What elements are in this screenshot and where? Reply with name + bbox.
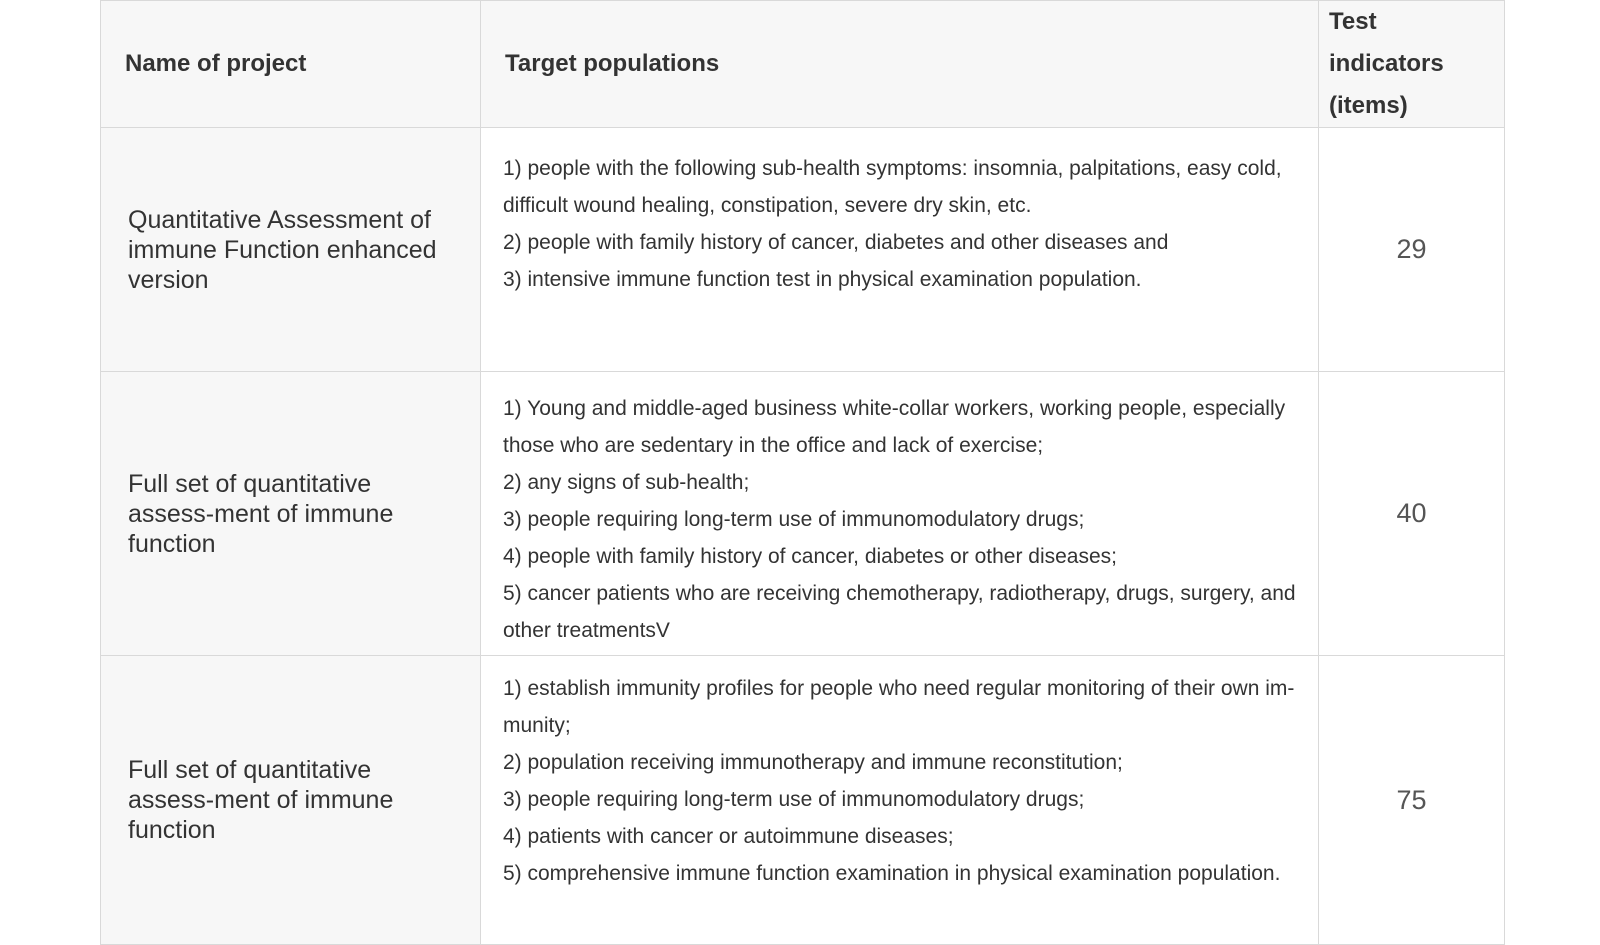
population-line: 2) any signs of sub-health;	[503, 471, 750, 494]
table-header-row	[101, 1, 1505, 128]
population-line: difficult wound healing, constipation, severe dry skin, etc.	[503, 194, 1032, 217]
population-line: 2) people with family history of cancer, diabetes and other diseases and	[503, 231, 1169, 254]
header-test-indicators-line2: (items)	[1329, 92, 1408, 119]
population-line: munity;	[503, 714, 571, 737]
population-line: other treatmentsV	[503, 619, 670, 642]
header-target-populations: Target populations	[481, 1, 1319, 128]
target-population-cell	[481, 656, 1319, 945]
population-line: 5) cancer patients who are receiving chemotherapy, radiotherapy, drugs, surgery, and	[503, 582, 1296, 605]
project-name-cell: Full set of quantitative assess-ment of immune function	[101, 656, 481, 945]
test-indicators-count: 29	[1319, 128, 1505, 372]
test-indicators-count: 40	[1319, 372, 1505, 656]
target-population-cell	[481, 128, 1319, 372]
population-line: 3) people requiring long-term use of immunomodulatory drugs;	[503, 508, 1085, 531]
header-name-of-project: Name of project	[101, 1, 481, 128]
target-population-cell	[481, 372, 1319, 656]
population-line: 1) establish immunity profiles for people who need regular monitoring of their own im-	[503, 677, 1295, 700]
table-row	[101, 372, 1505, 656]
population-line: 3) intensive immune function test in physical examination population.	[503, 268, 1142, 291]
project-table	[100, 0, 1505, 945]
table-row	[101, 128, 1505, 372]
population-line: 1) people with the following sub-health symptoms: insomnia, palpitations, easy cold,	[503, 157, 1282, 180]
population-line: 1) Young and middle-aged business white-collar workers, working people, especially	[503, 397, 1286, 420]
population-line: 4) people with family history of cancer, diabetes or other diseases;	[503, 545, 1117, 568]
project-table-container	[100, 0, 1504, 945]
header-test-indicators-line1: Test indicators	[1329, 8, 1444, 77]
population-line: 3) people requiring long-term use of immunomodulatory drugs;	[503, 788, 1085, 811]
project-name-cell: Full set of quantitative assess-ment of immune function	[101, 372, 481, 656]
test-indicators-count: 75	[1319, 656, 1505, 945]
population-line: 5) comprehensive immune function examination in physical examination population.	[503, 862, 1281, 885]
population-line: 4) patients with cancer or autoimmune diseases;	[503, 825, 954, 848]
table-row	[101, 656, 1505, 945]
population-line: 2) population receiving immunotherapy and immune reconstitution;	[503, 751, 1123, 774]
population-line: those who are sedentary in the office and lack of exercise;	[503, 434, 1044, 457]
project-name-cell: Quantitative Assessment of immune Function enhanced version	[101, 128, 481, 372]
header-test-indicators	[1319, 1, 1505, 128]
